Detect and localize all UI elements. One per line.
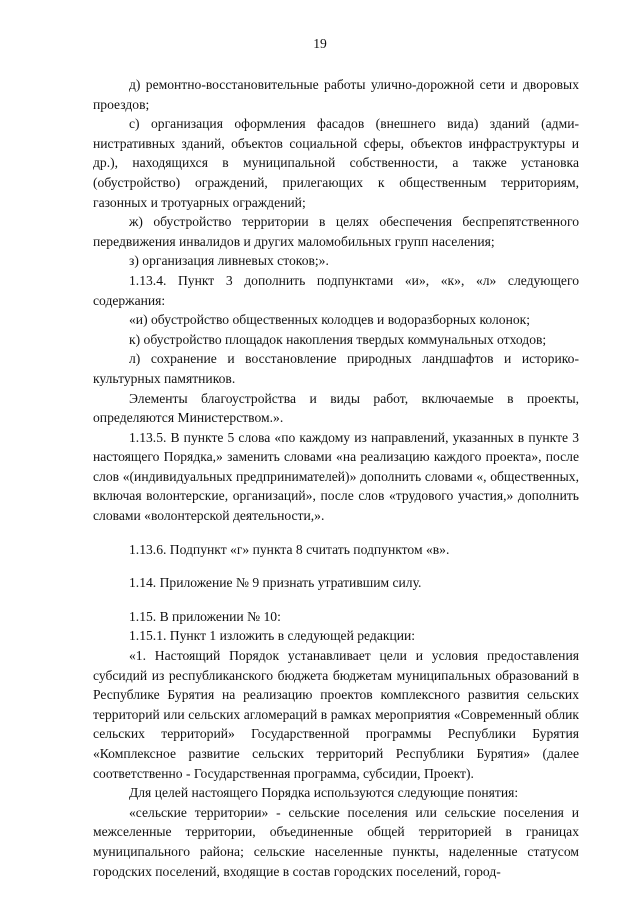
paragraph: з) организация ливневых стоков;». — [129, 253, 329, 269]
paragraph: л) сохранение и восстановление природных ландшафтов и историко-культурных памятников. — [93, 351, 579, 386]
paragraph: Элементы благоустройства и виды работ, включаемые в проекты, определяются Министерством.». — [93, 390, 579, 426]
paragraph: «1. Настоящий Порядок устанавливает цели и условия предоставления субсидий из республиканского бюджета бюджетам муниципальных образований в Республике Бурятия на реализацию проектов комплексного развития сельских территорий или сельских агломераций в рамках мероприятия «Современный облик сельских территорий» Государственной программы Республики Бурятия «Комплексное развитие сельских территорий Республики Бурятия» (далее соответственно - Государственная программа, субсидии, Проект). — [93, 648, 579, 781]
paragraph: с) организация оформления фасадов (внешнего вида) зданий (административных зданий, объектов социальной сферы, объектов инфраструктуры и др.), находящихся в муниципальной собственности, а также установка (обустройство) ограждений, прилегающих к общественным территориям, газонных и тротуарных ограждений; — [93, 116, 579, 210]
paragraph: 1.13.4. Пункт 3 дополнить подпунктами «и», «к», «л» следующего содержания: — [93, 272, 579, 308]
paragraph: 1.15.1. Пункт 1 изложить в следующей редакции: — [129, 628, 416, 644]
paragraph: 1.13.6. Подпункт «г» пункта 8 считать подпунктом «в». — [129, 541, 450, 557]
document-body — [93, 75, 579, 881]
paragraph: «сельские территории» - сельские поселения или сельские поселения и межселенные территории, объединенные общей территорией в границах муниципального района; сельские населенные пункты, наделенные статусом городских поселений, входящие в состав городских поселений, город- — [93, 804, 579, 879]
paragraph: «и) обустройство общественных колодцев и водоразборных колонок; — [129, 312, 531, 328]
paragraph: 1.14. Приложение № 9 признать утратившим силу. — [129, 575, 422, 591]
paragraph: ж) обустройство территории в целях обеспечения беспрепятственного передвижения инвалидов и других маломобильных групп населения; — [93, 214, 579, 249]
page-number: 19 — [313, 36, 327, 51]
paragraph: к) обустройство площадок накопления твердых коммунальных отходов; — [129, 331, 547, 347]
paragraph: д) ремонтно-восстановительные работы улично-дорожной сети и дворовых проездов; — [93, 77, 579, 112]
paragraph: 1.15. В приложении № 10: — [129, 608, 281, 624]
paragraph: 1.13.5. В пункте 5 слова «по каждому из направлений, указанных в пункте 3 настоящего Порядка,» заменить словами «на реализацию каждого проекта», после слов «(индивидуальных предпринимателей)» дополнить словами «, общественных, включая волонтерские, организаций», после слов «трудового участия,» дополнить словами «волонтерской деятельности,». — [93, 429, 579, 524]
paragraph: Для целей настоящего Порядка используются следующие понятия: — [129, 785, 519, 801]
